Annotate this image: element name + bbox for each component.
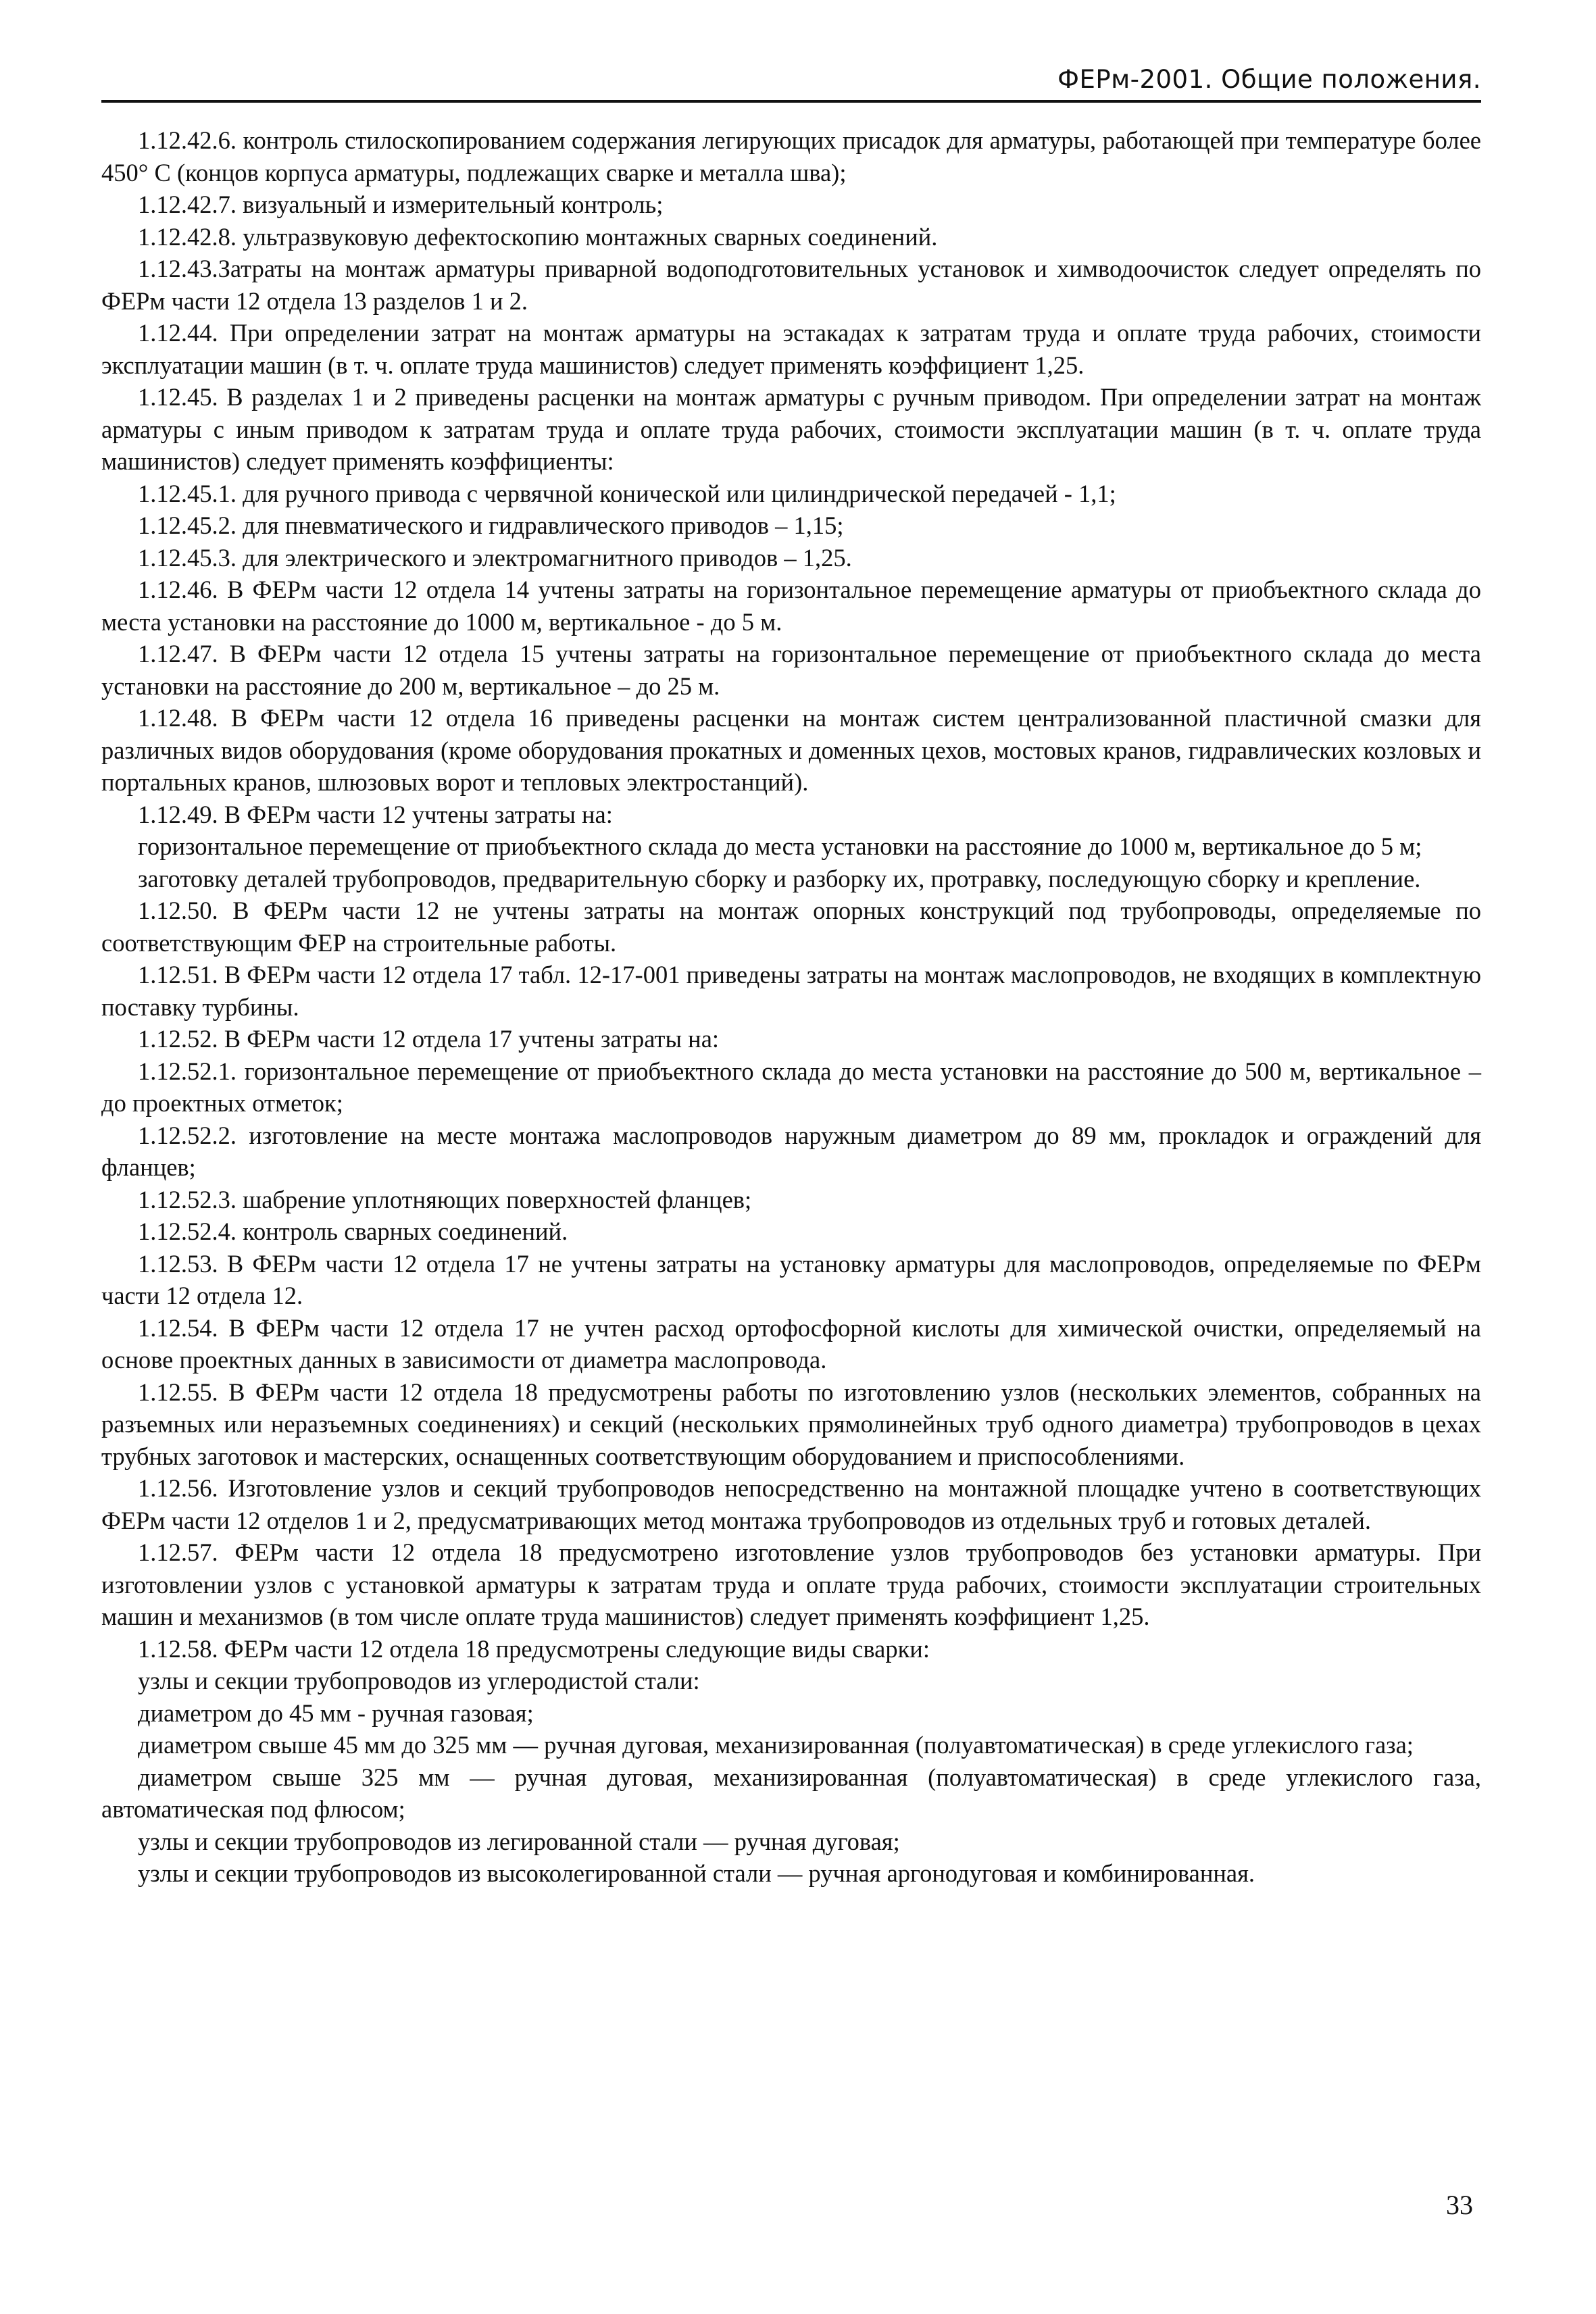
paragraph: 1.12.42.8. ультразвуковую дефектоскопию монтажных сварных соединений.: [138, 222, 938, 251]
paragraph: 1.12.53. В ФЕРм части 12 отдела 17 не учтены затраты на установку арматуры для маслопроводов, определяемые по ФЕРм части 12 отдела 12.: [101, 1249, 1481, 1309]
paragraph: 1.12.57. ФЕРм части 12 отдела 18 предусмотрено изготовление узлов трубопроводов без установки арматуры. При изготовлении узлов с установкой арматуры к затратам труда и оплате труда рабочих, стоимости эксплуатации строительных машин и механизмов (в том числе оплате труда машинистов) следует применять коэффициент 1,25.: [101, 1538, 1481, 1630]
paragraph: 1.12.47. В ФЕРм части 12 отдела 15 учтены затраты на горизонтальное перемещение от приобъектного склада до места установки на расстояние до 200 м, вертикальное – до 25 м.: [101, 640, 1481, 700]
paragraph: 1.12.52.3. шабрение уплотняющих поверхностей фланцев;: [138, 1185, 752, 1213]
paragraph: 1.12.44. При определении затрат на монтаж арматуры на эстакадах к затратам труда и оплате труда рабочих, стоимости эксплуатации машин (в т. ч. оплате труда машинистов) следует применять коэффициент 1,25.: [101, 319, 1481, 379]
paragraph: диаметром свыше 325 мм — ручная дуговая, механизированная (полуавтоматическая) в среде углекислого газа, автоматическая под флюсом;: [101, 1763, 1481, 1823]
paragraph: горизонтальное перемещение от приобъектного склада до места установки на расстояние до 1000 м, вертикальное до 5 м;: [138, 832, 1422, 860]
paragraph: диаметром свыше 45 мм до 325 мм — ручная дуговая, механизированная (полуавтоматическая) в среде углекислого газа;: [138, 1731, 1414, 1759]
paragraph: 1.12.51. В ФЕРм части 12 отдела 17 табл. 12-17-001 приведены затраты на монтаж маслопроводов, не входящих в комплектную поставку турбины.: [101, 961, 1481, 1021]
paragraph: узлы и секции трубопроводов из высоколегированной стали — ручная аргонодуговая и комбинированная.: [138, 1859, 1255, 1887]
paragraph: 1.12.43.Затраты на монтаж арматуры приварной водоподготовительных установок и химводоочисток следует определять по ФЕРм части 12 отдела 13 разделов 1 и 2.: [101, 255, 1481, 315]
page-number: 33: [1446, 2190, 1473, 2220]
paragraph: 1.12.54. В ФЕРм части 12 отдела 17 не учтен расход ортофосфорной кислоты для химической очистки, определяемый на основе проектных данных в зависимости от диаметра маслопровода.: [101, 1313, 1481, 1374]
paragraph: диаметром до 45 мм - ручная газовая;: [138, 1699, 534, 1727]
paragraph: 1.12.52.1. горизонтальное перемещение от приобъектного склада до места установки на расстояние до 500 м, вертикальное – до проектных отметок;: [101, 1057, 1481, 1117]
paragraph: узлы и секции трубопроводов из легированной стали — ручная дуговая;: [138, 1827, 900, 1855]
paragraph: 1.12.55. В ФЕРм части 12 отдела 18 предусмотрены работы по изготовлению узлов (нескольких элементов, собранных на разъемных или неразъемных соединениях) и секций (нескольких прямолинейных труб одного диаметра) трубопроводов в цехах трубных заготовок и мастерских, оснащенных соответствующим оборудованием и приспособлениями.: [101, 1378, 1481, 1470]
paragraph: 1.12.45.1. для ручного привода с червячной конической или цилиндрической передачей - 1,1;: [138, 479, 1116, 507]
paragraph: 1.12.42.7. визуальный и измерительный контроль;: [138, 191, 664, 218]
paragraph: заготовку деталей трубопроводов, предварительную сборку и разборку их, протравку, последующую сборку и крепление.: [138, 864, 1421, 892]
paragraph: узлы и секции трубопроводов из углеродистой стали:: [138, 1667, 700, 1694]
paragraph: 1.12.45.3. для электрического и электромагнитного приводов – 1,25.: [138, 543, 852, 572]
paragraph: 1.12.45. В разделах 1 и 2 приведены расценки на монтаж арматуры с ручным приводом. При определении затрат на монтаж арматуры с иным приводом к затратам труда и оплате труда рабочих, стоимости эксплуатации машин (в т. ч. оплате труда машинистов) следует применять коэффициенты:: [101, 383, 1481, 475]
header-title: ФЕРм-2001. Общие положения.: [1057, 65, 1481, 94]
paragraph: 1.12.52. В ФЕРм части 12 отдела 17 учтены затраты на:: [138, 1025, 720, 1053]
paragraph: 1.12.56. Изготовление узлов и секций трубопроводов непосредственно на монтажной площадке учтено в соответствующих ФЕРм части 12 отделов 1 и 2, предусматривающих метод монтажа трубопроводов из отдельных труб и готовых деталей.: [101, 1474, 1481, 1534]
page-header: [101, 62, 1481, 103]
paragraph: 1.12.50. В ФЕРм части 12 не учтены затраты на монтаж опорных конструкций под трубопроводы, определяемые по соответствующим ФЕР на строительные работы.: [101, 897, 1481, 957]
document-body: [101, 124, 1481, 1890]
paragraph: 1.12.45.2. для пневматического и гидравлического приводов – 1,15;: [138, 511, 844, 539]
paragraph: 1.12.42.6. контроль стилоскопированием содержания легирующих присадок для арматуры, работающей при температуре более 450° С (концов корпуса арматуры, подлежащих сварке и металла шва);: [101, 126, 1481, 186]
paragraph: 1.12.49. В ФЕРм части 12 учтены затраты на:: [138, 800, 613, 828]
paragraph: 1.12.58. ФЕРм части 12 отдела 18 предусмотрены следующие виды сварки:: [138, 1634, 930, 1663]
paragraph: 1.12.52.4. контроль сварных соединений.: [138, 1217, 568, 1245]
paragraph: 1.12.46. В ФЕРм части 12 отдела 14 учтены затраты на горизонтальное перемещение арматуры от приобъектного склада до места установки на расстояние до 1000 м, вертикальное - до 5 м.: [101, 576, 1481, 636]
paragraph: 1.12.48. В ФЕРм части 12 отдела 16 приведены расценки на монтаж систем централизованной пластичной смазки для различных видов оборудования (кроме оборудования прокатных и доменных цехов, мостовых кранов, гидравлических козловых и портальных кранов, шлюзовых ворот и тепловых электростанций).: [101, 704, 1481, 796]
paragraph: 1.12.52.2. изготовление на месте монтажа маслопроводов наружным диаметром до 89 мм, прокладок и ограждений для фланцев;: [101, 1121, 1481, 1181]
